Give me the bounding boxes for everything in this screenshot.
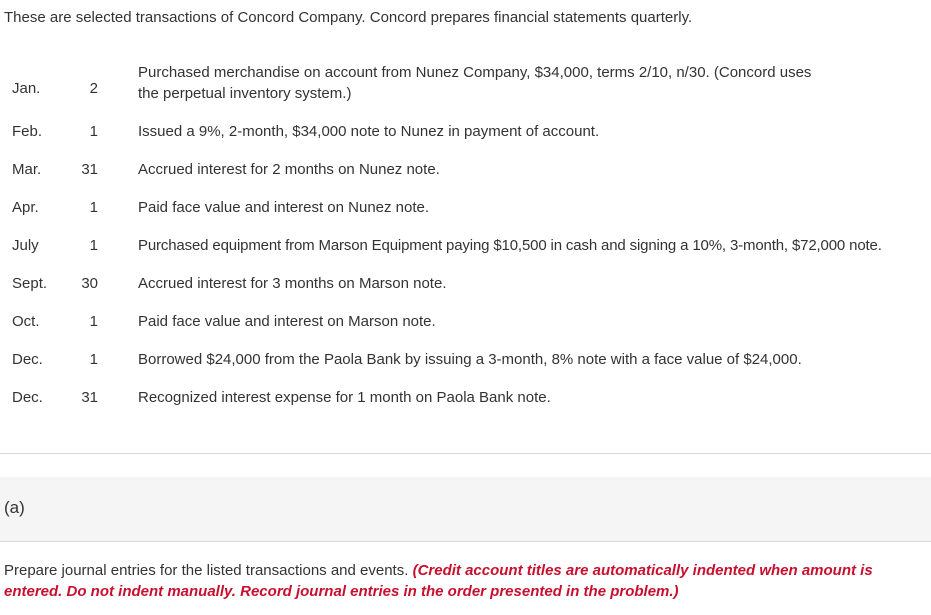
- instruction-note: (Credit account titles are automatically indented when amount is entered. Do not indent manually. Record journal entries in the order presented in the problem.): [4, 562, 873, 600]
- transaction-month: July: [12, 237, 39, 254]
- part-label: (a): [4, 498, 25, 517]
- instruction-text: Prepare journal entries for the listed transactions and events.: [4, 562, 409, 579]
- transaction-month: Apr.: [12, 199, 39, 216]
- transaction-month: Dec.: [12, 389, 43, 406]
- transaction-month: Feb.: [12, 123, 43, 140]
- transaction-description: Recognized interest expense for 1 month on Paola Bank note.: [138, 389, 551, 406]
- transaction-description: Purchased merchandise on account from Nunez Company, $34,000, terms 2/10, n/30. (Concord uses the perpetual inventory system.): [138, 64, 812, 102]
- transaction-description: Issued a 9%, 2-month, $34,000 note to Nunez in payment of account.: [138, 123, 600, 140]
- transaction-month: Oct.: [12, 313, 40, 330]
- transaction-day: 1: [89, 313, 98, 330]
- part-header-band: [0, 477, 931, 541]
- part-divider: [0, 541, 931, 542]
- transaction-description: Accrued interest for 2 months on Nunez note.: [138, 161, 440, 178]
- transaction-description: Accrued interest for 3 months on Marson note.: [138, 275, 447, 292]
- transaction-month: Dec.: [12, 351, 43, 368]
- transaction-description: Paid face value and interest on Nunez note.: [138, 199, 430, 216]
- transaction-day: 1: [89, 351, 98, 368]
- transaction-description: Borrowed $24,000 from the Paola Bank by issuing a 3-month, 8% note with a face value of $24,000.: [138, 351, 802, 368]
- transaction-month: Mar.: [12, 161, 42, 178]
- transaction-month: Jan.: [12, 80, 41, 97]
- transaction-day: 31: [81, 389, 98, 406]
- question-intro: These are selected transactions of Concord Company. Concord prepares financial statements quarterly.: [4, 9, 693, 26]
- transaction-day: 2: [89, 80, 98, 97]
- section-divider: [0, 453, 931, 454]
- part-instructions: [4, 560, 924, 602]
- transaction-day: 1: [89, 123, 98, 140]
- transaction-day: 1: [89, 199, 98, 216]
- transaction-day: 1: [89, 237, 98, 254]
- transaction-day: 31: [81, 161, 98, 178]
- transaction-description: Paid face value and interest on Marson note.: [138, 313, 436, 330]
- transaction-description: Purchased equipment from Marson Equipment paying $10,500 in cash and signing a 10%, 3-month, $72,000 note.: [138, 237, 882, 254]
- transaction-day: 30: [81, 275, 98, 292]
- transaction-month: Sept.: [12, 275, 48, 292]
